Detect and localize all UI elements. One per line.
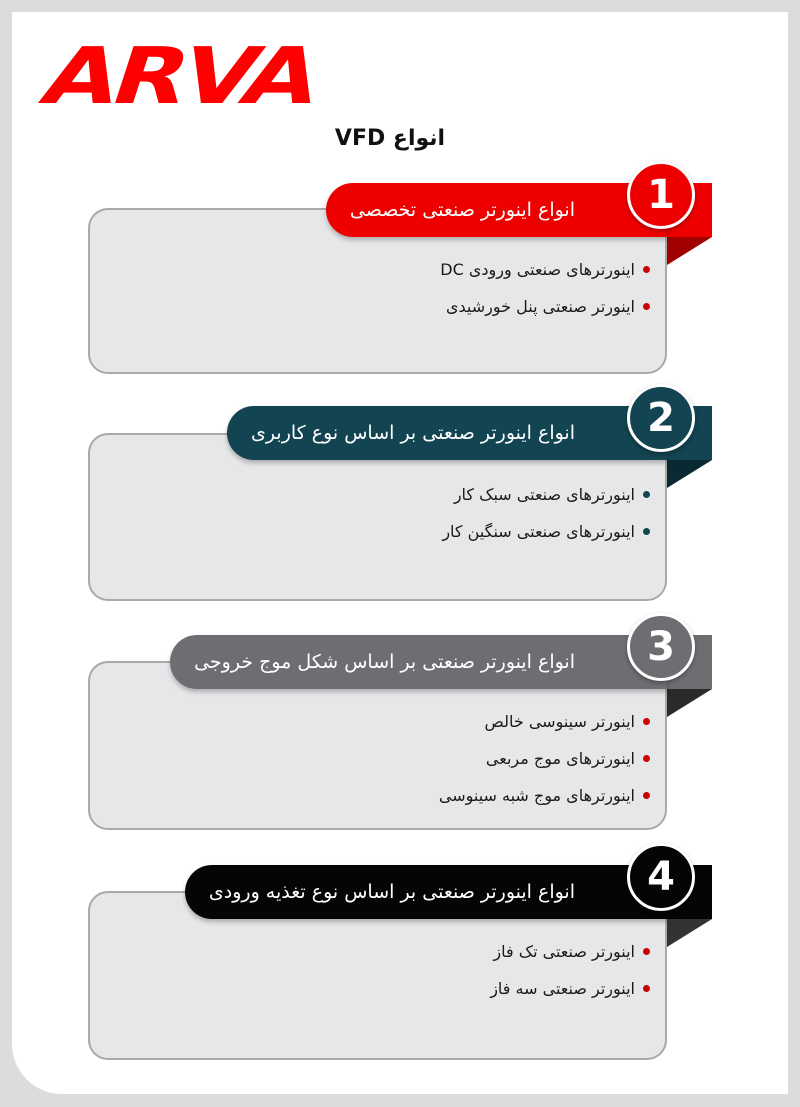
list-item: اینورتر صنعتی پنل خورشیدی [440, 288, 650, 325]
bullet-icon [643, 266, 650, 273]
section-title: انواع اینورتر صنعتی بر اساس شکل موج خروجی [194, 651, 575, 673]
list-item: اینورترهای موج شبه سینوسی [439, 777, 650, 814]
section-number-badge: 1 [627, 161, 695, 229]
banner-fold [667, 689, 712, 717]
bullet-icon [643, 985, 650, 992]
banner-fold [667, 460, 712, 488]
section-banner [326, 183, 667, 237]
list-item: اینورترهای صنعتی سبک کار [442, 476, 650, 513]
section-title: انواع اینورتر صنعتی بر اساس نوع تغذیه ورودی [208, 881, 575, 903]
bullet-icon [643, 792, 650, 799]
bullet-icon [643, 491, 650, 498]
section-banner [185, 865, 667, 919]
section-items [490, 933, 650, 1007]
section-banner [170, 635, 667, 689]
section-number-badge: 2 [627, 384, 695, 452]
bullet-icon [643, 718, 650, 725]
list-item: اینورتر سینوسی خالص [439, 703, 650, 740]
section-banner [227, 406, 667, 460]
list-item: اینورترهای صنعتی سنگین کار [442, 513, 650, 550]
arva-logo: ARVA [31, 32, 329, 122]
bullet-icon [643, 948, 650, 955]
section-title: انواع اینورتر صنعتی بر اساس نوع کاربری [251, 422, 575, 444]
list-item: اینورتر صنعتی تک فاز [490, 933, 650, 970]
bullet-icon [643, 303, 650, 310]
list-item: اینورترهای صنعتی ورودی DC [440, 251, 650, 288]
section-items [440, 251, 650, 325]
banner-fold [667, 237, 712, 265]
banner-fold [667, 919, 712, 947]
section-items [442, 476, 650, 550]
list-item: اینورترهای موج مربعی [439, 740, 650, 777]
section-items [439, 703, 650, 814]
bullet-icon [643, 528, 650, 535]
section-number-badge: 4 [627, 843, 695, 911]
bullet-icon [643, 755, 650, 762]
page-title: انواع VFD [334, 126, 446, 151]
list-item: اینورتر صنعتی سه فاز [490, 970, 650, 1007]
section-title: انواع اینورتر صنعتی تخصصی [349, 199, 575, 221]
section-number-badge: 3 [627, 613, 695, 681]
